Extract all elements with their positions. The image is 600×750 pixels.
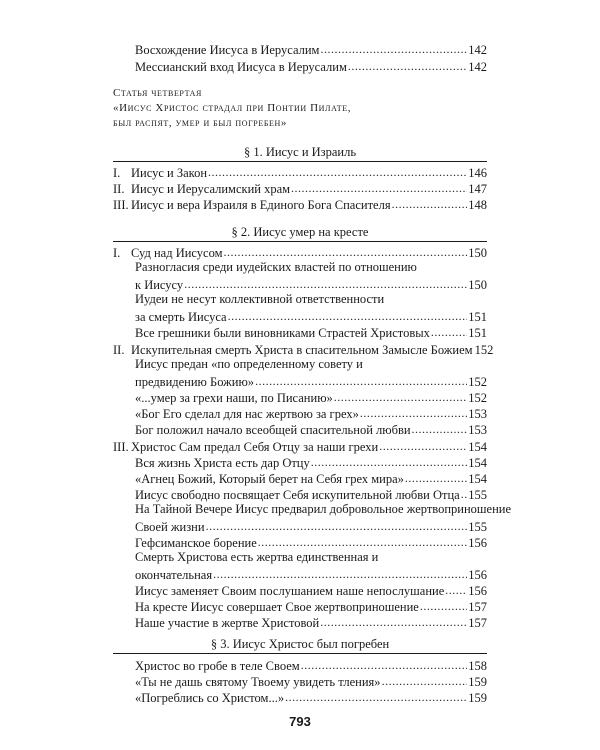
toc-subentry xyxy=(135,420,487,438)
page-number: 793 xyxy=(289,714,311,729)
leader-dots xyxy=(461,485,468,499)
entry-title: Иисус заменяет Своим послушанием наше непослушание xyxy=(135,584,445,598)
entry-title: окончательная xyxy=(135,568,213,582)
divider xyxy=(113,161,487,162)
entry-title: «...умер за грехи наши, по Писанию» xyxy=(135,391,333,405)
leader-dots xyxy=(320,40,467,54)
entry-number: III. xyxy=(113,440,129,454)
entry-title: Мессианский вход Иисуса в Иерусалим xyxy=(135,60,347,74)
entry-page: 150 xyxy=(468,278,487,292)
entry-page: 156 xyxy=(468,584,487,598)
toc-entry xyxy=(135,688,487,706)
entry-title: «Агнец Божий, Который берет на Себя грех мира» xyxy=(135,472,404,486)
entry-title: Искупительная смерть Христа в спасительном Замысле Божием xyxy=(131,343,473,357)
entry-title: На кресте Иисус совершает Свое жертвоприношение xyxy=(135,600,419,614)
entry-title: Христос во гробе в теле Своем xyxy=(135,659,300,673)
entry-number: I. xyxy=(113,246,121,260)
toc-entry xyxy=(113,195,487,213)
leader-dots xyxy=(213,565,467,579)
divider xyxy=(113,653,487,654)
leader-dots xyxy=(348,57,467,71)
entry-title: «Бог Его сделал для нас жертвою за грех» xyxy=(135,407,359,421)
leader-dots xyxy=(431,323,467,337)
entry-page: 154 xyxy=(468,456,487,470)
entry-page: 152 xyxy=(474,343,494,357)
entry-page: 152 xyxy=(468,391,487,405)
leader-dots xyxy=(360,404,467,418)
entry-page: 154 xyxy=(468,440,487,454)
entry-page: 156 xyxy=(468,536,487,550)
entry-page: 152 xyxy=(468,375,487,389)
entry-title: Все грешники были виновниками Страстей Христовых xyxy=(135,326,430,340)
entry-page: 159 xyxy=(468,675,487,689)
leader-dots xyxy=(412,420,468,434)
divider xyxy=(113,241,487,242)
entry-title: Вся жизнь Христа есть дар Отцу xyxy=(135,456,310,470)
entry-page: 147 xyxy=(468,182,487,196)
entry-title: Иисус свободно посвящает Себя искупительной любви Отца xyxy=(135,488,460,502)
entry-title: Восхождение Иисуса в Иерусалим xyxy=(135,43,320,57)
leader-dots xyxy=(382,672,468,686)
toc-entry xyxy=(135,57,487,75)
toc-entry xyxy=(135,40,487,58)
entry-title: Иисус и вера Израиля в Единого Бога Спасителя xyxy=(131,198,391,212)
leader-dots xyxy=(224,243,468,257)
entry-page: 151 xyxy=(468,310,487,324)
entry-number: II. xyxy=(113,182,125,196)
entry-page: 151 xyxy=(468,326,487,340)
entry-title: предвидению Божию» xyxy=(135,375,255,389)
leader-dots xyxy=(405,469,467,483)
entry-page: 159 xyxy=(468,691,487,705)
leader-dots xyxy=(392,195,468,209)
entry-title: к Иисусу xyxy=(135,278,184,292)
entry-title: Иисус и Иерусалимский храм xyxy=(131,182,291,196)
entry-title: Суд над Иисусом xyxy=(131,246,223,260)
entry-page: 153 xyxy=(468,407,487,421)
leader-dots xyxy=(206,517,468,531)
subentry-line1: Иудеи не несут коллективной ответственности xyxy=(135,292,385,306)
entry-title: за смерть Иисуса xyxy=(135,310,227,324)
entry-title: Бог положил начало всеобщей спасительной любви xyxy=(135,423,411,437)
entry-page: 142 xyxy=(468,60,487,74)
leader-dots xyxy=(420,597,467,611)
article-label: Статья четвертая xyxy=(113,87,202,99)
leader-dots xyxy=(228,307,468,321)
entry-page: 155 xyxy=(468,520,487,534)
entry-number: III. xyxy=(113,198,129,212)
subentry-line1: Смерть Христова есть жертва единственная и xyxy=(135,550,379,564)
entry-page: 153 xyxy=(468,423,487,437)
subentry-line1: На Тайной Вечере Иисус предварил добровольное жертвоприношение xyxy=(135,502,512,516)
entry-title: Иисус и Закон xyxy=(131,166,208,180)
leader-dots xyxy=(258,533,467,547)
entry-page: 154 xyxy=(468,472,487,486)
leader-dots xyxy=(255,372,467,386)
leader-dots xyxy=(184,275,467,289)
leader-dots xyxy=(445,581,467,595)
leader-dots xyxy=(334,388,467,402)
entry-title: Христос Сам предал Себя Отцу за наши грехи xyxy=(131,440,379,454)
leader-dots xyxy=(208,163,467,177)
entry-page: 148 xyxy=(468,198,487,212)
entry-title: Гефсиманское борение xyxy=(135,536,257,550)
entry-title: Своей жизни xyxy=(135,520,205,534)
entry-page: 155 xyxy=(468,488,487,502)
toc-subentry xyxy=(135,323,487,341)
entry-title: «Ты не дашь святому Твоему увидеть тления» xyxy=(135,675,381,689)
leader-dots xyxy=(285,688,467,702)
leader-dots xyxy=(379,437,467,451)
article-title-line1: «Иисус Христос страдал при Понтии Пилате, xyxy=(113,102,352,114)
entry-page: 157 xyxy=(468,616,487,630)
subentry-line1: Иисус предан «по определенному совету и xyxy=(135,357,363,371)
leader-dots xyxy=(301,656,468,670)
leader-dots xyxy=(291,179,467,193)
entry-page: 146 xyxy=(468,166,487,180)
entry-number: II. xyxy=(113,343,125,357)
section-heading: § 1. Иисус и Израиль xyxy=(243,145,357,159)
entry-title: Наше участие в жертве Христовой xyxy=(135,616,320,630)
section-heading: § 3. Иисус Христос был погребен xyxy=(210,637,390,651)
entry-page: 157 xyxy=(468,600,487,614)
subentry-line1: Разногласия среди иудейских властей по отношению xyxy=(135,260,417,274)
section-heading: § 2. Иисус умер на кресте xyxy=(231,225,369,239)
entry-page: 142 xyxy=(468,43,487,57)
toc-subentry xyxy=(135,613,487,631)
entry-page: 156 xyxy=(468,568,487,582)
entry-number: I. xyxy=(113,166,121,180)
leader-dots xyxy=(320,613,467,627)
leader-dots xyxy=(311,453,468,467)
article-title-line2: был распят, умер и был погребен» xyxy=(113,117,287,129)
entry-page: 158 xyxy=(468,659,487,673)
entry-page: 150 xyxy=(468,246,487,260)
entry-title: «Погреблись со Христом...» xyxy=(135,691,285,705)
